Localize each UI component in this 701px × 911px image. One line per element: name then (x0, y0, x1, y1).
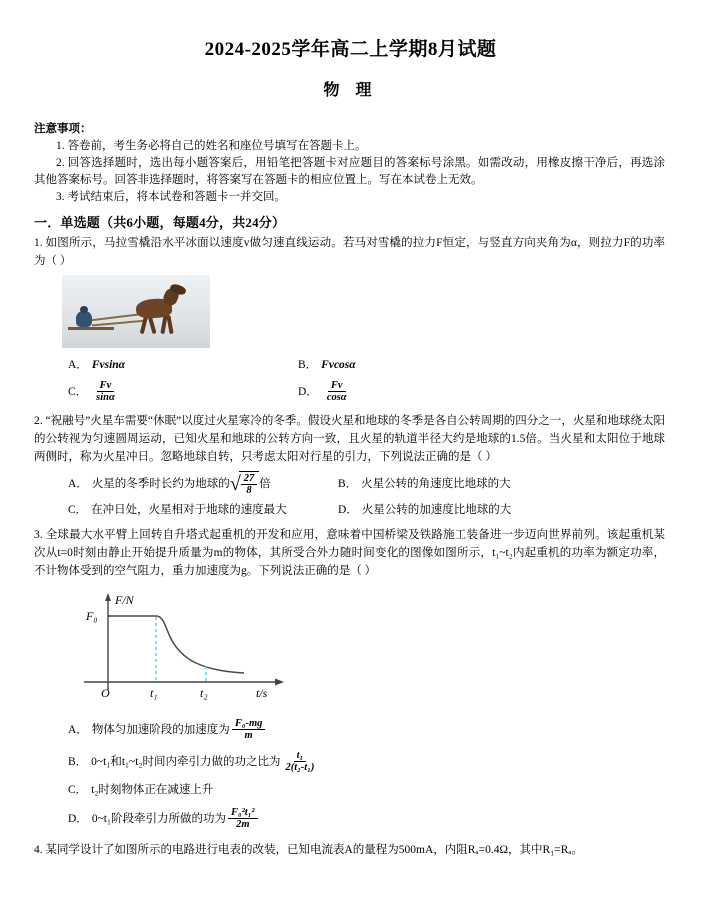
option-b-fraction (282, 750, 317, 773)
option-d-numerator: F₀²t₁² (228, 807, 258, 819)
option-c-label: C． (68, 385, 88, 398)
option-d-text: 火星公转的加速度比地球的大 (361, 504, 512, 516)
sled-base (68, 327, 114, 330)
page-title: 2024-2025学年高二上学期8月试题 (204, 39, 497, 60)
option-c-text: t₂时刻物体正在减速上升 (91, 784, 214, 796)
question-2-number: 2. (34, 415, 43, 427)
question-3 (34, 526, 665, 580)
force-time-graph (78, 590, 328, 712)
option-a-denominator: 8 (246, 485, 252, 496)
option-d-label: D． (338, 504, 358, 516)
option-b-prefix: 0~t₁和t₁~t₂时间内牵引力做的功之比为 (91, 755, 281, 768)
y-tick-label-f0: F₀ (86, 609, 98, 623)
option-d-fraction (324, 380, 350, 403)
option-d-denominator: 2m (236, 819, 250, 830)
exam-page (0, 34, 701, 911)
notice-item-2: 2. 回答选择题时，选出每小题答案后，用铅笔把答题卡对应题目的答案标号涂黑。如需改动，用橡皮擦干净后，再选涂其他答案标号。回答非选择题时，将答案写在答题卡的相应位置上。写在本试卷上无效。 (34, 157, 665, 186)
option-a-fraction (232, 718, 266, 741)
option-a-label: A． (68, 359, 88, 371)
question-1-number: 1. (34, 237, 43, 249)
option-d-denominator: cosα (326, 392, 347, 403)
question-4-number: 4. (34, 844, 43, 856)
question-1-options-row-2 (34, 380, 665, 403)
option-a-denominator: m (244, 730, 253, 741)
question-3-option-a-row (34, 718, 665, 741)
option-d-label: D． (298, 385, 318, 398)
notice-item-3: 3. 考试结束后，将本试卷和答题卡一并交回。 (56, 191, 286, 203)
question-1-option-d[interactable] (298, 380, 352, 403)
option-a-prefix: 物体匀加速阶段的加速度为 (91, 723, 230, 736)
y-axis-label: F/N (115, 593, 134, 607)
x-tick-label-t1: t₁ (150, 686, 158, 700)
option-c-numerator: Fv (97, 380, 115, 392)
option-d-label: D． (68, 812, 88, 825)
option-a-sqrt (230, 471, 259, 496)
option-b-text: 火星公转的角速度比地球的大 (361, 477, 511, 490)
option-a-label: A． (68, 723, 88, 736)
question-3-option-d[interactable] (34, 807, 260, 830)
question-3-option-c[interactable] (34, 782, 213, 798)
notice-heading: 注意事项： (34, 123, 92, 135)
question-2-options-row-2 (34, 502, 665, 518)
option-a-numerator: F₀-mg (232, 718, 266, 730)
x-axis-label: t/s (256, 686, 268, 700)
question-2-option-b[interactable] (338, 471, 511, 496)
sled-rider-head (80, 306, 88, 313)
question-3-option-a[interactable] (34, 718, 267, 741)
option-a-expr: Fvsinα (91, 359, 126, 371)
subject-title: 物 理 (323, 82, 378, 99)
question-3-option-b[interactable] (34, 750, 319, 773)
question-1-option-c[interactable] (34, 380, 298, 403)
section-heading: 一．单选题（共6小题，每题4分，共24分） (34, 215, 286, 230)
option-d-prefix: 0~t₁阶段牵引力所做的功为 (91, 812, 226, 825)
question-3-text: 全球最大水平臂上回转自升塔式起重机的开发和应用，意味着中国桥梁及铁路施工装备进一步迈向世界前列。该起重机某次从t=0时刻由静止开始提升质量为m的物体，其所受合外力随时间变化的图像如图所示，t₁~t₂内起重机的功率为额定功率，不计物体受到的空气阻力，重力加速度为g。下列说法正确的是（ ） (34, 529, 666, 577)
radical-sign: √ (229, 472, 241, 495)
option-c-fraction (93, 380, 118, 403)
option-a-radicand (239, 471, 260, 496)
x-tick-label-t2: t₂ (200, 686, 208, 700)
question-2-option-c[interactable] (34, 502, 338, 518)
question-1-option-b[interactable] (298, 357, 356, 373)
option-c-text: 在冲日处，火星相对于地球的速度最大 (91, 504, 287, 516)
question-3-number: 3. (34, 529, 43, 541)
option-a-label: A． (68, 477, 88, 490)
option-a-prefix: 火星的冬季时长约为地球的 (91, 477, 230, 490)
sled-rider-body (76, 311, 92, 327)
y-axis-arrow (105, 593, 111, 601)
option-d-fraction (228, 807, 258, 830)
option-b-label: B． (298, 359, 318, 371)
origin-label: O (101, 686, 110, 700)
option-d-numerator: Fv (328, 380, 346, 392)
notice-item-1: 1. 答卷前，考生务必将自己的姓名和座位号填写在答题卡上。 (56, 140, 367, 152)
option-a-suffix: 倍 (259, 477, 271, 490)
force-curve (108, 616, 244, 673)
question-3-option-d-row (34, 807, 665, 830)
x-axis-arrow (275, 679, 284, 686)
option-c-label: C． (68, 504, 88, 516)
question-3-option-c-row (34, 782, 665, 798)
document-content (34, 121, 665, 859)
question-1-options-row-1 (34, 357, 665, 373)
option-a-numerator: 27 (241, 473, 258, 485)
question-4-text: 某同学设计了如图所示的电路进行电表的改装，已知电流表A的量程为500mA，内阻Rₐ=0.4Ω，其中R₁=Rₐ。 (45, 844, 584, 856)
question-4 (34, 841, 665, 859)
question-2-options-row-1 (34, 471, 665, 496)
question-3-option-b-row (34, 750, 665, 773)
option-c-denominator: sinα (96, 392, 115, 403)
option-b-denominator: 2(t₂-t₁) (285, 762, 315, 773)
question-1-option-a[interactable] (34, 357, 298, 373)
question-2-option-d[interactable] (338, 502, 511, 518)
option-b-expr: Fvcosα (321, 359, 356, 371)
option-c-label: C． (68, 784, 88, 796)
question-2-text: “祝融号”火星车需要“休眠”以度过火星寒冷的冬季。假设火星和地球的冬季是各自公转周期的四分之一，火星和地球绕太阳的公转视为匀速圆周运动，已知火星和地球的公转方向一致，且火星的轨道半径大约是地球的1.5倍。当火星和太阳位于地球两侧时，称为火星冲日。忽略地球自转，只考虑太阳对行星的引力，下列说法正确的是（ ） (34, 415, 666, 463)
question-1 (34, 234, 665, 270)
horse-sled-photo (62, 275, 210, 348)
option-b-numerator: t₁ (294, 750, 307, 762)
question-2 (34, 412, 665, 466)
option-a-fraction (241, 473, 258, 496)
option-b-label: B． (68, 755, 88, 768)
option-b-label: B． (338, 477, 358, 490)
question-1-text: 如图所示，马拉雪橇沿水平冰面以速度v做匀速直线运动。若马对雪橇的拉力F恒定，与竖直方向夹角为α，则拉力F的功率为（ ） (34, 237, 666, 267)
question-2-option-a[interactable] (34, 471, 338, 496)
